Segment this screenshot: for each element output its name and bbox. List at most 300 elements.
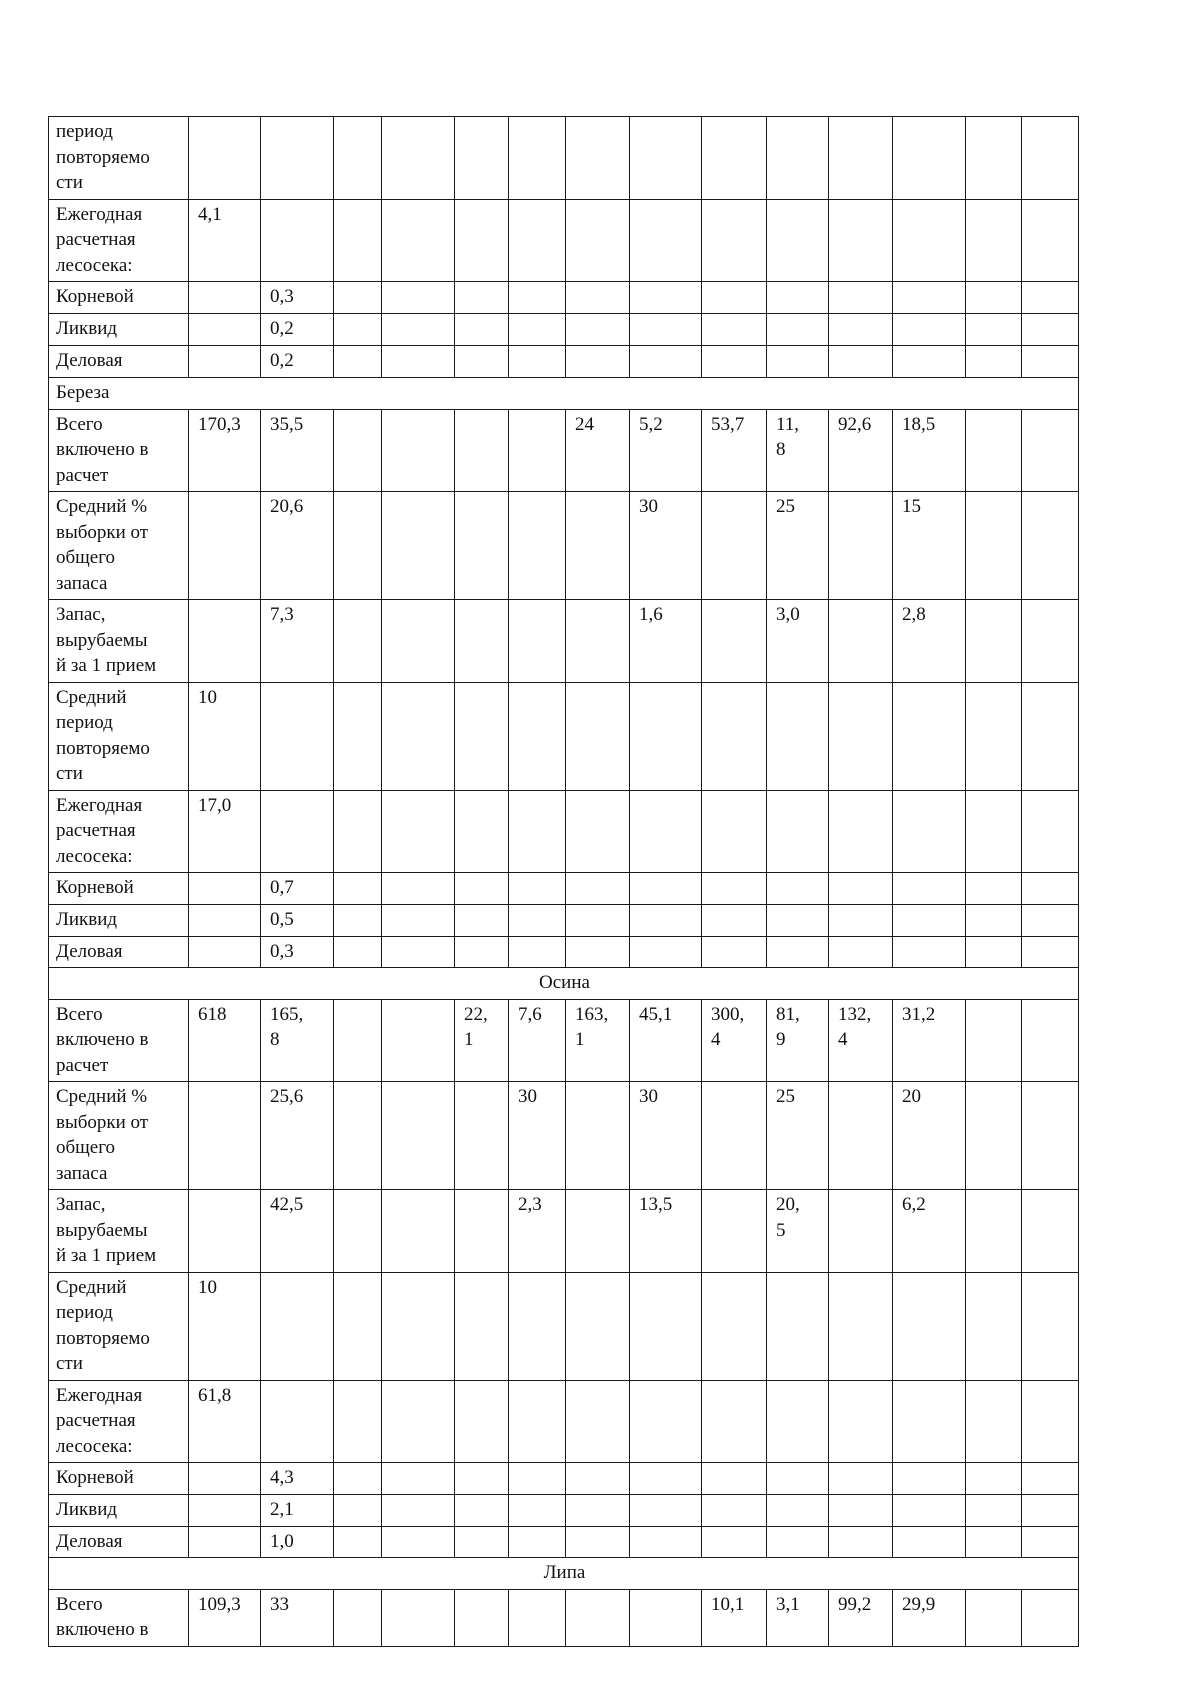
row-label: Средний % выборки от общего запаса bbox=[49, 492, 189, 600]
table-cell bbox=[966, 282, 1022, 314]
table-cell bbox=[566, 314, 630, 346]
table-cell bbox=[966, 1082, 1022, 1190]
table-cell bbox=[455, 492, 509, 600]
table-row bbox=[49, 999, 1079, 1082]
table-cell bbox=[334, 1190, 382, 1273]
table-cell bbox=[334, 600, 382, 683]
table-cell bbox=[334, 314, 382, 346]
table-cell bbox=[455, 409, 509, 492]
table-cell bbox=[566, 117, 630, 200]
table-cell: 2,8 bbox=[893, 600, 966, 683]
row-label: Ежегодная расчетная лесосека: bbox=[49, 790, 189, 873]
table-cell bbox=[966, 999, 1022, 1082]
table-cell bbox=[1022, 1380, 1079, 1463]
table-cell bbox=[382, 117, 455, 200]
table-cell bbox=[566, 600, 630, 683]
table-cell: 132, 4 bbox=[829, 999, 893, 1082]
table-cell bbox=[893, 1526, 966, 1558]
table-cell: 4,3 bbox=[261, 1463, 334, 1495]
section-row bbox=[49, 378, 1079, 410]
table-cell bbox=[455, 936, 509, 968]
table-cell: 0,5 bbox=[261, 904, 334, 936]
table-cell bbox=[630, 117, 702, 200]
table-row bbox=[49, 873, 1079, 905]
table-cell bbox=[829, 936, 893, 968]
table-cell bbox=[1022, 936, 1079, 968]
table-cell: 81, 9 bbox=[767, 999, 829, 1082]
table-cell: 0,3 bbox=[261, 936, 334, 968]
table-cell bbox=[382, 1082, 455, 1190]
table-cell bbox=[702, 282, 767, 314]
table-cell bbox=[455, 346, 509, 378]
table-cell bbox=[1022, 117, 1079, 200]
table-cell bbox=[829, 1494, 893, 1526]
table-cell: 2,1 bbox=[261, 1494, 334, 1526]
table-cell bbox=[702, 1272, 767, 1380]
table-cell bbox=[382, 904, 455, 936]
table-cell bbox=[893, 1494, 966, 1526]
table-cell bbox=[966, 1463, 1022, 1495]
section-heading: Береза bbox=[49, 378, 1079, 410]
table-cell: 20,6 bbox=[261, 492, 334, 600]
table-cell bbox=[767, 1526, 829, 1558]
table-cell bbox=[702, 199, 767, 282]
table-cell bbox=[1022, 346, 1079, 378]
table-cell: 165, 8 bbox=[261, 999, 334, 1082]
table-cell bbox=[334, 1463, 382, 1495]
table-cell bbox=[630, 682, 702, 790]
table-row bbox=[49, 904, 1079, 936]
table-cell bbox=[566, 904, 630, 936]
table-cell bbox=[334, 199, 382, 282]
table-cell bbox=[767, 117, 829, 200]
table-cell: 29,9 bbox=[893, 1589, 966, 1646]
table-cell bbox=[382, 1589, 455, 1646]
table-cell bbox=[509, 117, 566, 200]
table-row bbox=[49, 600, 1079, 683]
table-cell bbox=[382, 600, 455, 683]
table-row bbox=[49, 936, 1079, 968]
row-label: Средний % выборки от общего запаса bbox=[49, 1082, 189, 1190]
table-cell: 6,2 bbox=[893, 1190, 966, 1273]
table-cell bbox=[966, 790, 1022, 873]
table-cell bbox=[566, 1380, 630, 1463]
table-cell bbox=[382, 873, 455, 905]
table-cell bbox=[566, 1272, 630, 1380]
table-cell bbox=[829, 1082, 893, 1190]
table-cell bbox=[893, 1463, 966, 1495]
table-cell: 22, 1 bbox=[455, 999, 509, 1082]
table-cell bbox=[893, 117, 966, 200]
table-cell bbox=[829, 600, 893, 683]
table-cell bbox=[334, 1589, 382, 1646]
table-body bbox=[49, 117, 1079, 1647]
table-cell bbox=[334, 904, 382, 936]
table-cell: 0,3 bbox=[261, 282, 334, 314]
table-cell: 25,6 bbox=[261, 1082, 334, 1190]
table-cell bbox=[829, 1380, 893, 1463]
table-cell bbox=[509, 1272, 566, 1380]
table-cell bbox=[509, 873, 566, 905]
table-row bbox=[49, 1082, 1079, 1190]
table-cell bbox=[189, 1082, 261, 1190]
table-cell bbox=[893, 346, 966, 378]
table-cell bbox=[189, 117, 261, 200]
table-cell bbox=[334, 873, 382, 905]
table-cell bbox=[261, 1380, 334, 1463]
table-cell bbox=[455, 1526, 509, 1558]
table-cell bbox=[702, 1380, 767, 1463]
table-cell bbox=[334, 1082, 382, 1190]
table-cell bbox=[189, 1494, 261, 1526]
table-cell bbox=[893, 904, 966, 936]
table-cell bbox=[829, 1526, 893, 1558]
table-row bbox=[49, 117, 1079, 200]
table-cell bbox=[767, 1380, 829, 1463]
table-cell bbox=[893, 199, 966, 282]
table-cell bbox=[334, 1494, 382, 1526]
table-cell bbox=[702, 1082, 767, 1190]
table-cell bbox=[455, 1380, 509, 1463]
table-row bbox=[49, 790, 1079, 873]
table-cell bbox=[382, 199, 455, 282]
table-cell bbox=[382, 790, 455, 873]
table-cell: 61,8 bbox=[189, 1380, 261, 1463]
table-cell: 163, 1 bbox=[566, 999, 630, 1082]
table-cell bbox=[966, 492, 1022, 600]
section-heading: Липа bbox=[49, 1558, 1079, 1590]
table-cell bbox=[966, 1494, 1022, 1526]
table-cell bbox=[829, 314, 893, 346]
table-cell bbox=[702, 1190, 767, 1273]
table-cell bbox=[566, 1494, 630, 1526]
table-cell bbox=[767, 873, 829, 905]
table-cell: 170,3 bbox=[189, 409, 261, 492]
table-cell: 30 bbox=[630, 492, 702, 600]
table-cell bbox=[189, 600, 261, 683]
table-cell: 0,2 bbox=[261, 314, 334, 346]
table-cell bbox=[189, 1190, 261, 1273]
row-label: Средний период повторяемо сти bbox=[49, 682, 189, 790]
table-cell bbox=[382, 314, 455, 346]
table-cell bbox=[893, 873, 966, 905]
table-cell bbox=[566, 1463, 630, 1495]
table-cell bbox=[455, 1082, 509, 1190]
table-cell bbox=[382, 1494, 455, 1526]
row-label: Ликвид bbox=[49, 314, 189, 346]
table-row bbox=[49, 199, 1079, 282]
table-cell bbox=[334, 282, 382, 314]
table-cell: 42,5 bbox=[261, 1190, 334, 1273]
table-cell bbox=[1022, 999, 1079, 1082]
table-cell bbox=[566, 1082, 630, 1190]
row-label: Ежегодная расчетная лесосека: bbox=[49, 1380, 189, 1463]
table-row bbox=[49, 492, 1079, 600]
row-label: Всего включено в расчет bbox=[49, 999, 189, 1082]
table-row bbox=[49, 409, 1079, 492]
table-cell bbox=[189, 1463, 261, 1495]
table-cell bbox=[966, 904, 1022, 936]
table-cell bbox=[334, 117, 382, 200]
table-cell bbox=[334, 790, 382, 873]
table-cell bbox=[455, 600, 509, 683]
table-cell bbox=[1022, 1463, 1079, 1495]
table-cell bbox=[566, 346, 630, 378]
table-row bbox=[49, 1589, 1079, 1646]
table-cell: 618 bbox=[189, 999, 261, 1082]
table-cell bbox=[829, 1463, 893, 1495]
row-label: Корневой bbox=[49, 873, 189, 905]
table-cell bbox=[189, 346, 261, 378]
table-cell bbox=[382, 999, 455, 1082]
table-cell bbox=[893, 282, 966, 314]
table-cell: 109,3 bbox=[189, 1589, 261, 1646]
table-cell bbox=[509, 199, 566, 282]
table-cell bbox=[189, 936, 261, 968]
table-cell bbox=[630, 904, 702, 936]
table-cell bbox=[566, 1589, 630, 1646]
table-cell: 25 bbox=[767, 1082, 829, 1190]
table-cell bbox=[829, 199, 893, 282]
table-cell bbox=[702, 346, 767, 378]
table-cell bbox=[509, 682, 566, 790]
table-cell: 5,2 bbox=[630, 409, 702, 492]
row-label: Запас, вырубаемы й за 1 прием bbox=[49, 1190, 189, 1273]
table-row bbox=[49, 1380, 1079, 1463]
table-cell bbox=[1022, 409, 1079, 492]
table-cell bbox=[829, 1272, 893, 1380]
table-cell bbox=[767, 904, 829, 936]
table-cell: 92,6 bbox=[829, 409, 893, 492]
table-cell bbox=[630, 1463, 702, 1495]
row-label: Корневой bbox=[49, 1463, 189, 1495]
table-cell bbox=[566, 682, 630, 790]
data-table bbox=[48, 116, 1079, 1647]
table-cell: 2,3 bbox=[509, 1190, 566, 1273]
table-cell bbox=[382, 1463, 455, 1495]
table-cell: 31,2 bbox=[893, 999, 966, 1082]
table-cell bbox=[455, 1589, 509, 1646]
table-cell: 20 bbox=[893, 1082, 966, 1190]
table-cell bbox=[893, 936, 966, 968]
table-cell bbox=[455, 873, 509, 905]
table-cell bbox=[566, 492, 630, 600]
table-cell bbox=[702, 904, 767, 936]
table-cell: 99,2 bbox=[829, 1589, 893, 1646]
table-cell bbox=[966, 1380, 1022, 1463]
table-cell bbox=[455, 1272, 509, 1380]
row-label: Средний период повторяемо сти bbox=[49, 1272, 189, 1380]
table-cell: 17,0 bbox=[189, 790, 261, 873]
table-cell bbox=[630, 936, 702, 968]
table-cell bbox=[829, 873, 893, 905]
table-cell: 1,6 bbox=[630, 600, 702, 683]
table-cell bbox=[382, 1380, 455, 1463]
table-cell bbox=[767, 790, 829, 873]
table-cell bbox=[455, 1190, 509, 1273]
table-cell bbox=[509, 409, 566, 492]
table-cell bbox=[966, 600, 1022, 683]
table-cell bbox=[455, 314, 509, 346]
table-cell bbox=[630, 346, 702, 378]
table-cell bbox=[1022, 904, 1079, 936]
table-cell bbox=[509, 346, 566, 378]
table-cell bbox=[1022, 600, 1079, 683]
row-label: Ежегодная расчетная лесосека: bbox=[49, 199, 189, 282]
table-cell bbox=[261, 682, 334, 790]
table-cell bbox=[189, 873, 261, 905]
table-cell bbox=[829, 790, 893, 873]
table-row bbox=[49, 682, 1079, 790]
table-cell bbox=[966, 346, 1022, 378]
table-row bbox=[49, 282, 1079, 314]
section-heading: Осина bbox=[49, 968, 1079, 1000]
table-cell bbox=[455, 199, 509, 282]
table-cell bbox=[566, 282, 630, 314]
table-cell bbox=[1022, 682, 1079, 790]
table-cell bbox=[966, 314, 1022, 346]
table-cell bbox=[509, 1526, 566, 1558]
table-cell bbox=[455, 682, 509, 790]
table-cell: 7,3 bbox=[261, 600, 334, 683]
table-cell bbox=[566, 1526, 630, 1558]
table-cell bbox=[966, 1526, 1022, 1558]
table-cell bbox=[829, 904, 893, 936]
table-cell bbox=[509, 1463, 566, 1495]
row-label: Корневой bbox=[49, 282, 189, 314]
table-cell bbox=[382, 409, 455, 492]
table-row bbox=[49, 1494, 1079, 1526]
table-cell bbox=[966, 1589, 1022, 1646]
table-cell bbox=[1022, 1526, 1079, 1558]
table-cell bbox=[1022, 199, 1079, 282]
table-cell: 24 bbox=[566, 409, 630, 492]
table-cell bbox=[334, 1380, 382, 1463]
table-cell: 15 bbox=[893, 492, 966, 600]
table-cell bbox=[829, 346, 893, 378]
table-cell bbox=[702, 873, 767, 905]
table-cell bbox=[261, 790, 334, 873]
row-label: Всего включено в bbox=[49, 1589, 189, 1646]
table-cell bbox=[261, 1272, 334, 1380]
table-cell bbox=[702, 1526, 767, 1558]
table-cell: 30 bbox=[509, 1082, 566, 1190]
table-row bbox=[49, 1526, 1079, 1558]
table-cell bbox=[767, 199, 829, 282]
table-cell bbox=[189, 314, 261, 346]
table-cell bbox=[893, 1380, 966, 1463]
table-row bbox=[49, 1190, 1079, 1273]
table-cell bbox=[189, 904, 261, 936]
table-cell bbox=[382, 936, 455, 968]
table-row bbox=[49, 346, 1079, 378]
table-cell bbox=[829, 1190, 893, 1273]
table-cell bbox=[702, 600, 767, 683]
section-row bbox=[49, 1558, 1079, 1590]
table-cell: 10,1 bbox=[702, 1589, 767, 1646]
table-cell bbox=[509, 600, 566, 683]
table-cell bbox=[893, 314, 966, 346]
table-cell bbox=[455, 790, 509, 873]
table-cell bbox=[630, 1589, 702, 1646]
table-cell bbox=[702, 1494, 767, 1526]
table-cell bbox=[767, 682, 829, 790]
table-cell bbox=[966, 873, 1022, 905]
row-label: Деловая bbox=[49, 936, 189, 968]
table-cell bbox=[455, 1494, 509, 1526]
table-cell bbox=[1022, 314, 1079, 346]
table-cell bbox=[1022, 282, 1079, 314]
table-cell bbox=[966, 1272, 1022, 1380]
table-cell bbox=[566, 790, 630, 873]
table-cell bbox=[509, 282, 566, 314]
table-cell: 30 bbox=[630, 1082, 702, 1190]
row-label: Деловая bbox=[49, 346, 189, 378]
table-cell bbox=[702, 492, 767, 600]
table-cell bbox=[829, 492, 893, 600]
table-cell bbox=[1022, 873, 1079, 905]
table-cell bbox=[966, 409, 1022, 492]
table-cell bbox=[966, 936, 1022, 968]
table-cell bbox=[334, 346, 382, 378]
table-cell: 25 bbox=[767, 492, 829, 600]
table-cell bbox=[455, 1463, 509, 1495]
table-cell bbox=[630, 1494, 702, 1526]
table-cell: 13,5 bbox=[630, 1190, 702, 1273]
table-cell bbox=[630, 873, 702, 905]
table-cell bbox=[1022, 1190, 1079, 1273]
table-cell: 3,0 bbox=[767, 600, 829, 683]
table-cell bbox=[767, 346, 829, 378]
table-cell bbox=[189, 1526, 261, 1558]
table-cell bbox=[767, 1494, 829, 1526]
table-cell bbox=[455, 282, 509, 314]
table-cell bbox=[630, 282, 702, 314]
table-cell: 0,7 bbox=[261, 873, 334, 905]
table-cell: 10 bbox=[189, 682, 261, 790]
table-cell bbox=[382, 1272, 455, 1380]
table-cell bbox=[382, 1190, 455, 1273]
table-cell: 0,2 bbox=[261, 346, 334, 378]
table-cell: 4,1 bbox=[189, 199, 261, 282]
table-cell bbox=[509, 1589, 566, 1646]
table-cell bbox=[893, 682, 966, 790]
table-cell bbox=[566, 1190, 630, 1273]
table-cell bbox=[455, 117, 509, 200]
table-cell bbox=[893, 1272, 966, 1380]
table-cell bbox=[767, 1463, 829, 1495]
table-cell bbox=[702, 1463, 767, 1495]
table-cell bbox=[382, 682, 455, 790]
row-label: Всего включено в расчет bbox=[49, 409, 189, 492]
table-cell bbox=[455, 904, 509, 936]
table-cell bbox=[382, 1526, 455, 1558]
table-cell bbox=[334, 1526, 382, 1558]
table-cell bbox=[334, 492, 382, 600]
table-cell: 3,1 bbox=[767, 1589, 829, 1646]
table-cell: 45,1 bbox=[630, 999, 702, 1082]
table-cell bbox=[189, 282, 261, 314]
table-cell bbox=[1022, 1272, 1079, 1380]
table-cell bbox=[630, 1526, 702, 1558]
table-cell: 53,7 bbox=[702, 409, 767, 492]
row-label: Ликвид bbox=[49, 1494, 189, 1526]
table-cell bbox=[509, 790, 566, 873]
table-cell bbox=[382, 346, 455, 378]
table-cell bbox=[509, 904, 566, 936]
table-cell bbox=[767, 282, 829, 314]
table-cell bbox=[1022, 790, 1079, 873]
